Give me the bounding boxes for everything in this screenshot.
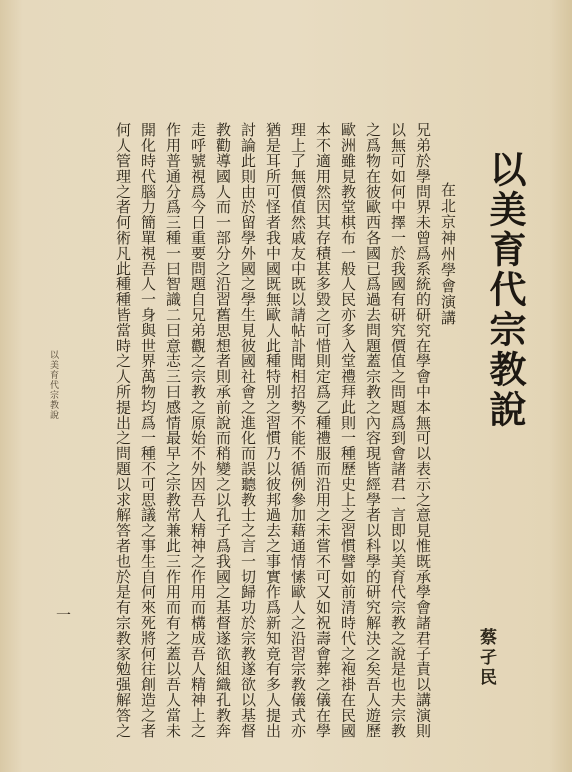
body-line: 開化時代腦力簡單視吾人一身與世界萬物均爲一種不可思議之事生自何來死將何往創造之者: [139, 122, 157, 738]
page-number: 一: [56, 606, 72, 624]
body-line: 歐洲雖見教堂棋布一般人民亦多入堂禮拜此則一種歷史上之習慣譬如前清時代之袍褂在民國: [339, 122, 357, 738]
body-line: 本不適用然因其存積甚多毀之可惜則定爲乙種禮服而沿用之未嘗不可又如祝壽會葬之儀在學: [314, 122, 332, 738]
body-line: 以無可如何中擇一於我國有研究價值之問題爲到會諸君一言即以美育代宗教之說是也夫宗教: [389, 122, 407, 738]
lecture-venue: 在北京神州學會演講: [439, 182, 457, 326]
body-line: 討論此則由於留學外國之學生見彼國社會之進化而誤聽教士之言一切歸功於宗教遂欲以基督: [239, 122, 257, 738]
body-line: 何人管理之者何術凡此種種皆當時之人所提出之問題以求解答者也於是有宗教家勉强解答之: [114, 122, 132, 738]
body-line: 走呼號視爲今日重要問題自兄弟觀之宗教之原始不外因吾人精神之作用而構成吾人精神上之: [189, 122, 207, 738]
body-line: 之爲物在彼歐西各國已爲過去問題蓋宗教之內容現皆經學者以科學的研究解決之矣吾人遊歷: [364, 122, 382, 738]
running-header: 以美育代宗教說: [48, 350, 58, 420]
article-title: 以美育代宗教說: [483, 150, 527, 430]
body-line: 作用普通分爲三種一曰智識二曰意志三曰感情最早之宗教常兼此三作用而有之蓋以吾人當未: [164, 122, 182, 738]
body-line: 教勸導國人而一部分之沿習舊思想者則承前說而稍變之以孔子爲我國之基督遂欲組織孔教奔: [214, 122, 232, 738]
body-line: 理上了無價值然戚友中既以請帖訃聞相招勢不能不循例參加藉通情愫歐人之沿習宗教儀式亦: [289, 122, 307, 738]
author-name: 蔡孑民: [476, 628, 496, 688]
body-line: 兄弟於學問界未曾爲系統的研究在學會中本無可以表示之意見惟既承學會諸君子責以講演則: [414, 122, 432, 738]
body-line: 猶是耳所可怪者我中國既無歐人此種特別之習慣乃以彼邦過去之事實作爲新知竟有多人提出: [264, 122, 282, 738]
